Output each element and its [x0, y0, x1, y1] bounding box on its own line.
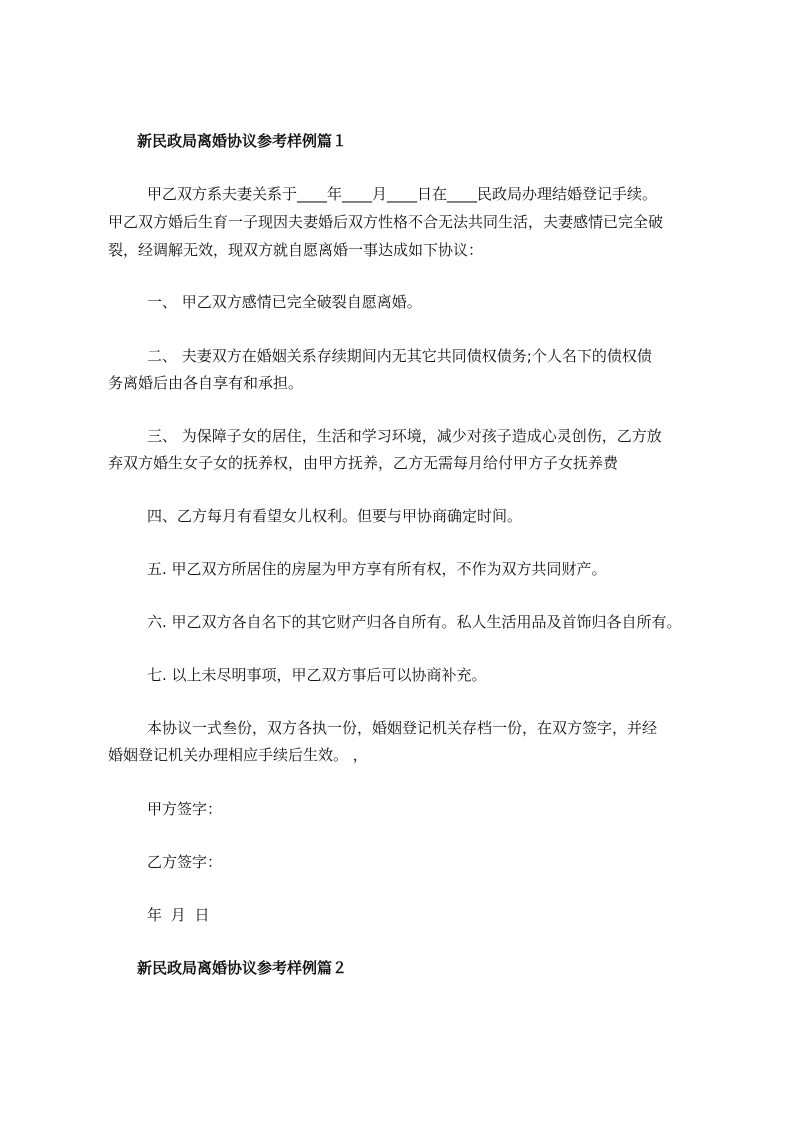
- intro-line-2: 甲乙双方婚后生育一子现因夫妻婚后双方性格不合无法共同生活，夫妻感情已完全破: [108, 213, 664, 231]
- section-heading-2: 新民政局离婚协议参考样例篇２: [137, 959, 348, 977]
- clause-1: 一、 甲乙双方感情已完全破裂自愿离婚。: [147, 293, 422, 311]
- clause-7: 七. 以上未尽明事项，甲乙双方事后可以协商补充。: [147, 666, 487, 684]
- signature-party-a: 甲方签字：: [147, 800, 223, 818]
- intro-line-1: 甲乙双方系夫妻关系于____年____月____日在____民政局办理结婚登记手续。: [147, 185, 658, 203]
- closing-line-2: 婚姻登记机关办理相应手续后生效。 ，: [108, 746, 368, 764]
- clause-3-line-2: 弃双方婚生女子女的抚养权，由甲方抚养，乙方无需每月给付甲方子女抚养费: [108, 454, 619, 472]
- clause-2-line-2: 务离婚后由各自享有和承担。: [108, 374, 304, 392]
- section-heading-1: 新民政局离婚协议参考样例篇１: [137, 132, 348, 150]
- clause-4: 四、乙方每月有看望女儿权利。但要与甲协商确定时间。: [147, 507, 523, 525]
- date-line: 年 月 日: [147, 906, 210, 924]
- clause-2-line-1: 二、 夫妻双方在婚姻关系存续期间内无其它共同债权债务;个人名下的债权债: [147, 347, 652, 365]
- clause-5: 五. 甲乙双方所居住的房屋为甲方享有所有权，不作为双方共同财产。: [147, 560, 607, 578]
- clause-3-line-1: 三、 为保障子女的居住，生活和学习环境，减少对孩子造成心灵创伤，乙方放: [147, 427, 662, 445]
- intro-line-3: 裂，经调解无效，现双方就自愿离婚一事达成如下协议：: [108, 241, 484, 259]
- clause-6: 六. 甲乙双方各自名下的其它财产归各自所有。私人生活用品及首饰归各自所有。: [147, 613, 682, 631]
- closing-line-1: 本协议一式叁份，双方各执一份，婚姻登记机关存档一份，在双方签字，并经: [147, 719, 658, 737]
- signature-party-b: 乙方签字：: [147, 853, 223, 871]
